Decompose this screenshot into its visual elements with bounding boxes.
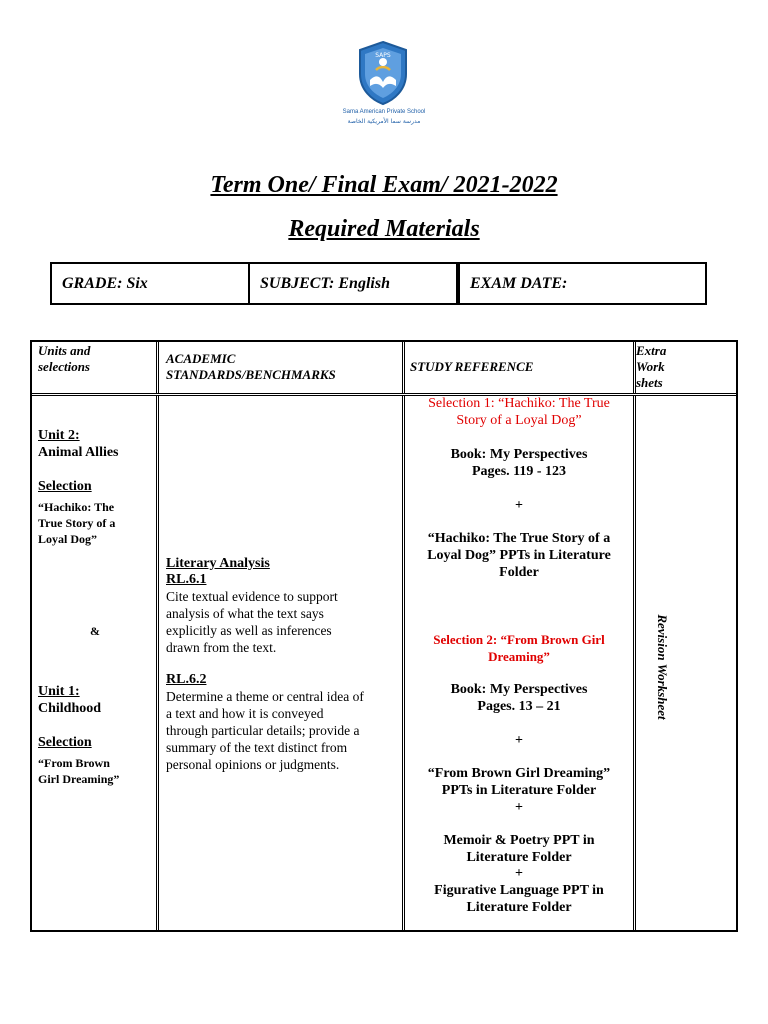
header-academic-line: STANDARDS/BENCHMARKS	[166, 367, 336, 382]
grade-cell: GRADE: Six	[62, 275, 148, 292]
standard-text: Determine a theme or central idea of	[166, 689, 364, 704]
logo-badge-text: SAPS	[375, 52, 391, 59]
ppt-reference: Loyal Dog” PPTs in Literature	[427, 548, 611, 563]
plus-sign: +	[515, 733, 523, 748]
header-academic-line: ACADEMIC	[166, 351, 236, 366]
unit1-heading: Unit 1:	[38, 684, 80, 699]
selection1-title: Story of a Loyal Dog”	[456, 413, 582, 428]
ppt-reference: Memoir & Poetry PPT in	[443, 833, 595, 848]
standard-code: RL.6.2	[166, 672, 207, 687]
header-extra-line: shets	[636, 375, 663, 390]
selection2-line: Girl Dreaming”	[38, 772, 120, 786]
book-reference: Book: My Perspectives	[450, 682, 588, 697]
selection2-title: Dreaming”	[488, 649, 550, 664]
header-academic	[166, 351, 386, 383]
exam-info-box	[50, 262, 707, 305]
plus-sign: +	[515, 498, 523, 513]
standard-code: RL.6.1	[166, 572, 207, 587]
selection1-line: “Hachiko: The	[38, 500, 115, 514]
header-study-reference: STUDY REFERENCE	[410, 359, 534, 374]
school-shield-icon	[356, 40, 410, 106]
school-logo	[336, 40, 432, 132]
school-name-arabic: مدرسة سما الأمريكية الخاصة	[347, 118, 421, 125]
plus-sign: +	[515, 866, 523, 881]
school-name-english: Sama American Private School	[342, 109, 426, 115]
ppt-reference: “Hachiko: The True Story of a	[427, 531, 611, 546]
unit1-name: Childhood	[38, 701, 102, 716]
header-extra-line: Work	[636, 359, 665, 374]
standard-text: personal opinions or judgments.	[166, 757, 340, 772]
selection2-line: “From Brown	[38, 756, 110, 770]
header-extra-worksheets	[636, 343, 686, 391]
ppt-reference: PPTs in Literature Folder	[441, 783, 597, 798]
standard-text: analysis of what the text says	[166, 606, 324, 621]
ppt-reference: Figurative Language PPT in	[434, 883, 604, 898]
ampersand: &	[90, 624, 100, 638]
revision-worksheet	[640, 542, 684, 792]
subject-cell: SUBJECT: English	[248, 264, 458, 303]
selection-label: Selection	[38, 479, 92, 494]
materials-table	[30, 340, 738, 932]
selection-label: Selection	[38, 735, 92, 750]
revision-worksheet-label: Revision Worksheet	[655, 614, 670, 720]
book-pages: Pages. 119 - 123	[471, 464, 567, 479]
column-divider	[156, 342, 159, 930]
header-extra-line: Extra	[636, 343, 667, 358]
standard-text: drawn from the text.	[166, 640, 277, 655]
literary-analysis-heading: Literary Analysis	[166, 556, 270, 571]
standard-text: a text and how it is conveyed	[166, 706, 324, 721]
ppt-reference: “From Brown Girl Dreaming”	[427, 766, 611, 781]
exam-date-cell: EXAM DATE:	[458, 264, 668, 303]
header-units	[38, 343, 148, 375]
book-pages: Pages. 13 – 21	[477, 699, 561, 714]
selection1-line: True Story of a	[38, 516, 116, 530]
book-reference: Book: My Perspectives	[450, 447, 588, 462]
header-units-line: Units and	[38, 343, 91, 358]
standard-text: Cite textual evidence to support	[166, 589, 338, 604]
header-units-line: selections	[38, 359, 90, 374]
selection1-title: Selection 1: “Hachiko: The True	[428, 396, 610, 411]
standard-text: explicitly as well as inferences	[166, 623, 332, 638]
selection2-title: Selection 2: “From Brown Girl	[433, 632, 605, 647]
ppt-reference: Folder	[499, 565, 539, 580]
ppt-reference: Literature Folder	[466, 850, 572, 865]
plus-sign: +	[515, 800, 523, 815]
standard-text: summary of the text distinct from	[166, 740, 348, 755]
standard-text: through particular details; provide a	[166, 723, 360, 738]
unit2-name: Animal Allies	[38, 445, 119, 460]
unit2-heading: Unit 2:	[38, 428, 80, 443]
ppt-reference: Literature Folder	[466, 900, 572, 915]
materials-title: Required Materials	[288, 216, 480, 242]
selection1-line: Loyal Dog”	[38, 532, 98, 546]
exam-title: Term One/ Final Exam/ 2021-2022	[210, 172, 558, 198]
